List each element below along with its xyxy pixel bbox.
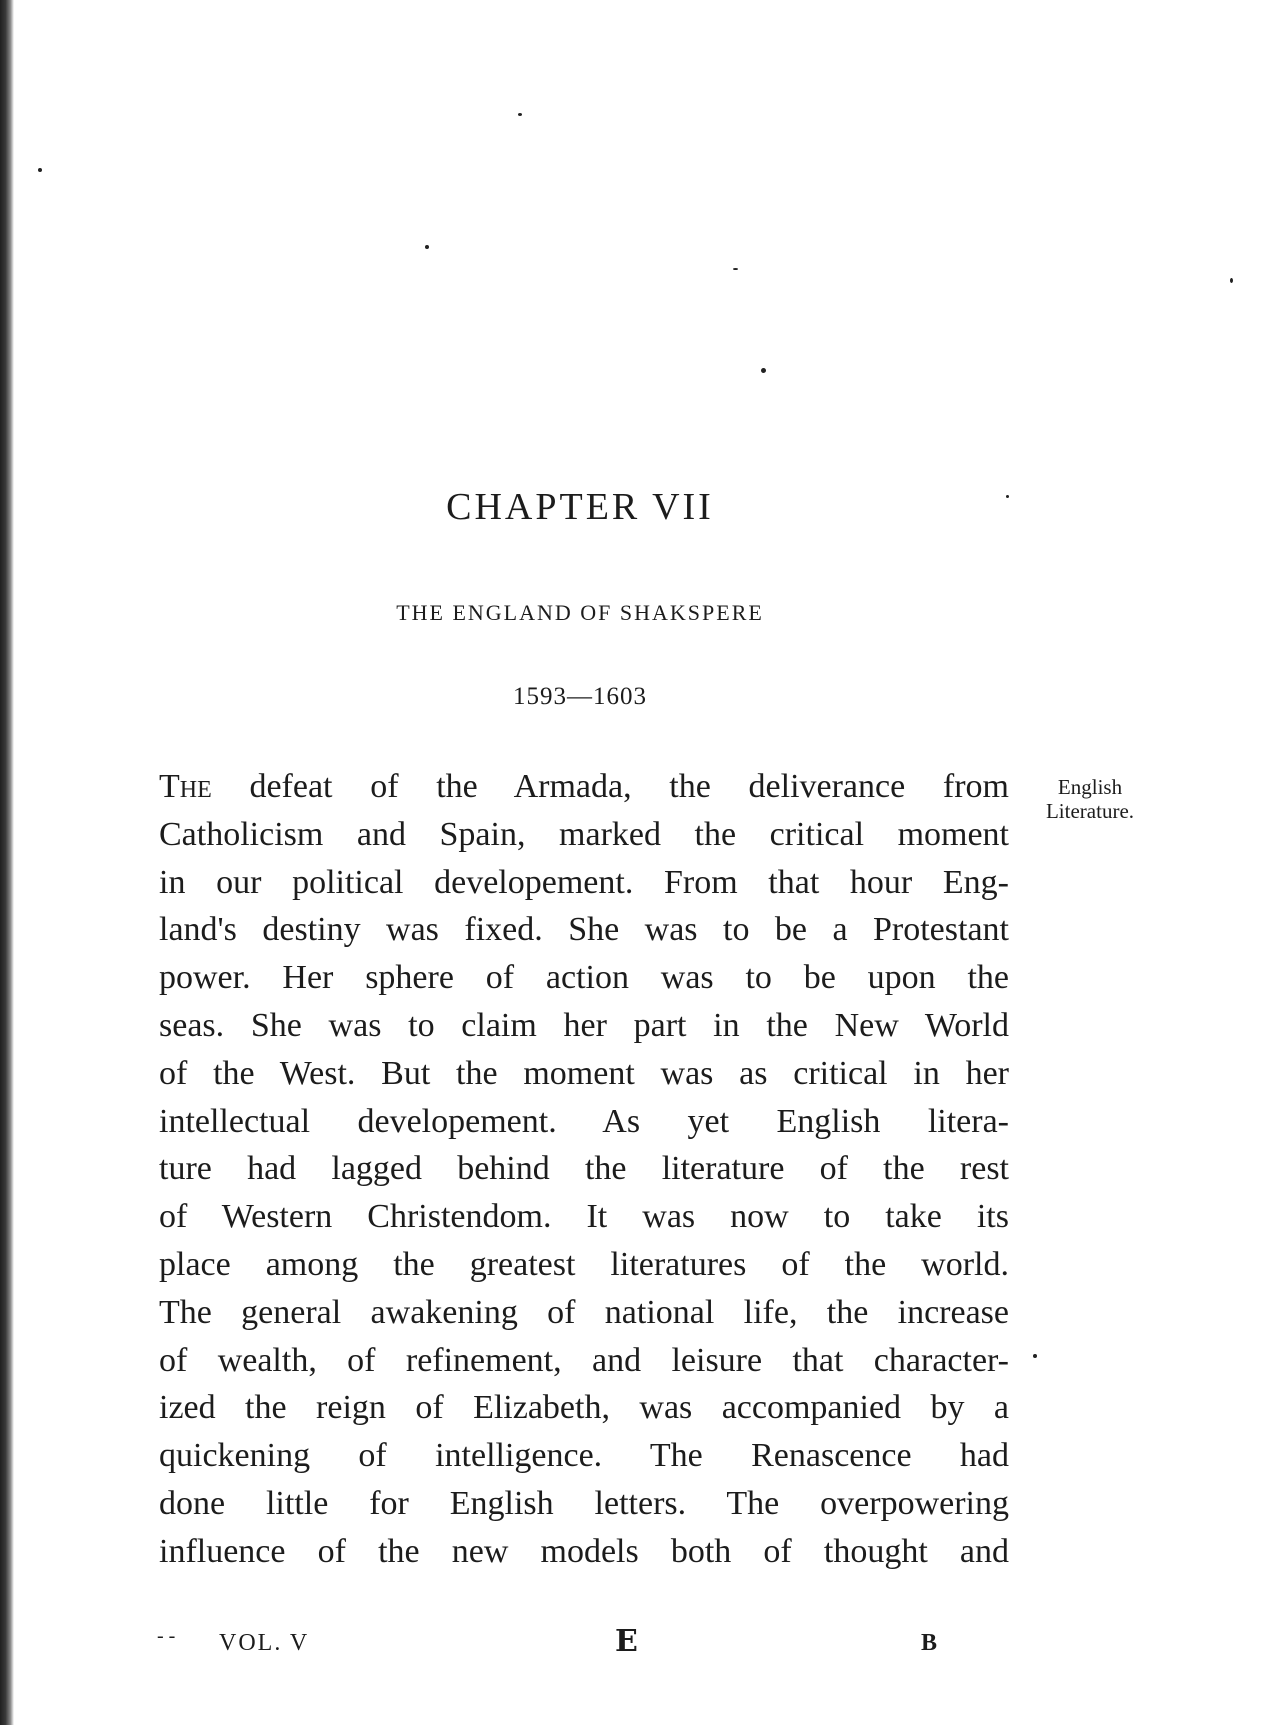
body-text: [159, 763, 1009, 1576]
body-line-text: defeat of the Armada, the deliverance from: [211, 768, 1009, 805]
body-line: The general awakening of national life, the increase: [159, 1293, 1009, 1331]
body-line: land's destiny was fixed. She was to be a Protestant: [159, 911, 1009, 949]
footer-volume: VOL. V: [219, 1630, 310, 1656]
chapter-dates: 1593—1603: [513, 683, 647, 710]
body-line: done little for English letters. The overpowering: [159, 1484, 1009, 1522]
ink-speck: [761, 368, 766, 373]
body-line: seas. She was to claim her part in the New World: [159, 1006, 1009, 1044]
body-line: ture had lagged behind the literature of the rest: [159, 1150, 1009, 1188]
ink-speck: [1033, 1354, 1037, 1358]
ink-speck: [1230, 278, 1233, 283]
marginal-note: [1020, 775, 1160, 823]
ink-speck: [733, 268, 738, 270]
body-line: of Western Christendom. It was now to take its: [159, 1198, 1009, 1236]
ink-speck: [38, 168, 42, 172]
body-line: of the West. But the moment was as critical in her: [159, 1054, 1009, 1092]
chapter-heading: CHAPTER VII: [446, 486, 714, 528]
body-line: quickening of intelligence. The Renascence had: [159, 1437, 1009, 1475]
body-line: Catholicism and Spain, marked the critical moment: [159, 815, 1009, 853]
marginal-note-line: Literature.: [1045, 799, 1135, 823]
footer-marks: ‐ ‐: [157, 1625, 176, 1647]
body-line: in our political developement. From that hour Eng-: [159, 863, 1009, 901]
scan-binding-edge: [0, 0, 14, 1725]
ink-speck: [425, 245, 429, 249]
marginal-note-line: English: [1057, 775, 1123, 799]
opening-word: The: [159, 768, 212, 805]
body-line: power. Her sphere of action was to be upon the: [159, 959, 1009, 997]
footer-glyph: E: [615, 1624, 638, 1659]
body-line: influence of the new models both of thought and: [159, 1532, 1009, 1570]
chapter-subtitle: THE ENGLAND OF SHAKSPERE: [396, 600, 764, 625]
body-line: of wealth, of refinement, and leisure that character-: [159, 1341, 1009, 1379]
body-line: ized the reign of Elizabeth, was accompanied by a: [159, 1389, 1009, 1427]
ink-speck: [518, 113, 522, 116]
footer-signature: B: [921, 1630, 938, 1656]
body-line: intellectual developement. As yet English litera-: [159, 1102, 1009, 1140]
body-line: [159, 763, 1009, 811]
body-line: place among the greatest literatures of the world.: [159, 1245, 1009, 1283]
